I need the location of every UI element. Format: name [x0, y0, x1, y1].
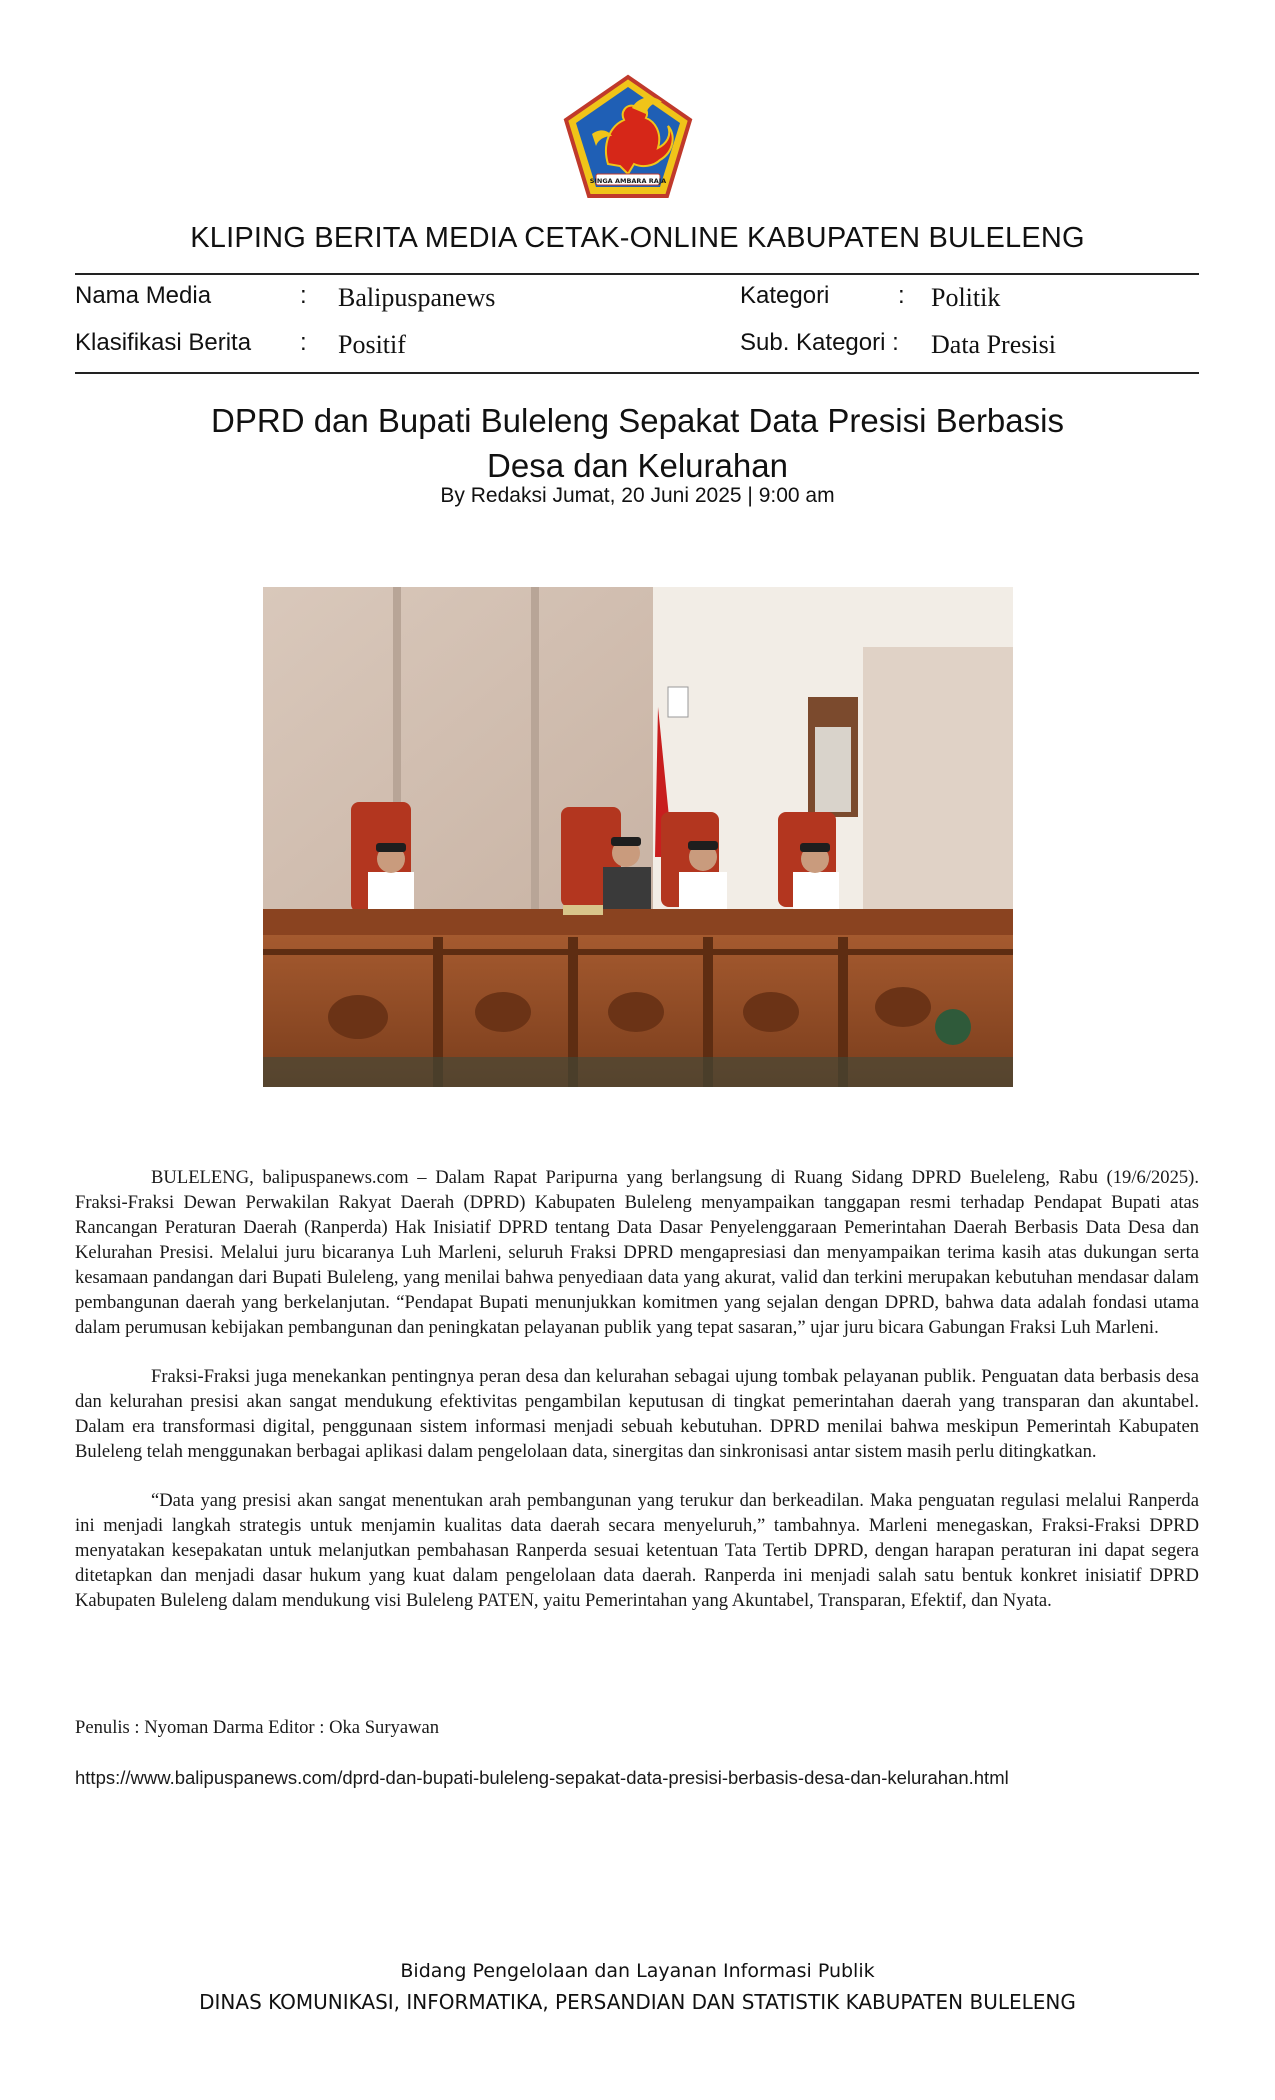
top-divider	[75, 273, 1199, 275]
kategori-colon: :	[898, 282, 905, 309]
crest-motto-text: SINGA AMBARA RAJA	[589, 177, 667, 185]
article-byline: By Redaksi Jumat, 20 Juni 2025 | 9:00 am	[440, 484, 835, 507]
klasifikasi-colon: :	[300, 329, 307, 356]
footer-agency: DINAS KOMUNIKASI, INFORMATIKA, PERSANDIAN DAN STATISTIK KABUPATEN BULELENG	[199, 1990, 1076, 2014]
regency-crest-logo	[562, 74, 694, 200]
klasifikasi-label: Klasifikasi Berita	[75, 329, 252, 356]
source-url-link[interactable]: https://www.balipuspanews.com/dprd-dan-bupati-buleleng-sepakat-data-presisi-berbasis-desa-dan-kelurahan.html	[75, 1767, 1009, 1788]
article-paragraph-2: Fraksi-Fraksi juga menekankan pentingnya peran desa dan kelurahan sebagai ujung tombak pelayanan publik. Penguatan data berbasis desa dan kelurahan presisi akan sangat mendukung efektivitas pengambilan keputusan di tingkat pemerintahan daerah yang transparan dan akuntabel. Dalam era transformasi digital, penggunaan sistem informasi menjadi sebuah kebutuhan. DPRD menilai bahwa meskipun Pemerintah Kabupaten Buleleng telah menggunakan berbagai aplikasi dalam pengelolaan data, sinergitas dan sinkronisasi antar sistem masih perlu ditingkatkan.	[75, 1366, 1199, 1462]
article-credits: Penulis : Nyoman Darma Editor : Oka Suryawan	[75, 1717, 440, 1738]
headline-line-2: Desa dan Kelurahan	[487, 447, 788, 484]
article-paragraph-3: “Data yang presisi akan sangat menentukan arah pembangunan yang terukur dan berkeadilan. Maka penguatan regulasi melalui Ranperda ini menjadi langkah strategis untuk menjamin kualitas data daerah secara menyeluruh,” tambahnya. Marleni menegaskan, Fraksi-Fraksi DPRD menyatakan kesepakatan untuk melanjutkan pembahasan Ranperda sesuai ketentuan Tata Tertib DPRD, dengan harapan peraturan ini dapat segera ditetapkan dan menjadi dasar hukum yang kuat dalam pengelolaan data daerah. Ranperda ini menjadi salah satu bentuk konkret inisiatif DPRD Kabupaten Buleleng dalam mendukung visi Buleleng PATEN, yaitu Pemerintahan yang Akuntabel, Transparan, Efektif, dan Nyata.	[75, 1490, 1199, 1611]
klasifikasi-value: Positif	[338, 330, 406, 359]
media-label: Nama Media	[75, 282, 212, 309]
headline-line-1: DPRD dan Bupati Buleleng Sepakat Data Presisi Berbasis	[211, 402, 1064, 439]
singa-ambara-raja-crest-icon	[562, 74, 694, 200]
article-body	[75, 1165, 1199, 1637]
meta-divider	[75, 372, 1199, 374]
subkategori-value: Data Presisi	[931, 330, 1056, 359]
article-headline	[150, 398, 1125, 488]
footer-department: Bidang Pengelolaan dan Layanan Informasi Publik	[400, 1960, 875, 1982]
subkategori-label: Sub. Kategori :	[740, 329, 899, 356]
kategori-value: Politik	[931, 283, 1001, 312]
plenary-session-photo	[263, 587, 1013, 1087]
kategori-label: Kategori	[740, 282, 830, 309]
article-paragraph-1: BULELENG, balipuspanews.com – Dalam Rapat Paripurna yang berlangsung di Ruang Sidang DPRD Bueleleng, Rabu (19/6/2025). Fraksi-Fraksi Dewan Perwakilan Rakyat Daerah (DPRD) Kabupaten Buleleng menyampaikan tanggapan resmi terhadap Pendapat Bupati atas Rancangan Peraturan Daerah (Ranperda) Hak Inisiatif DPRD tentang Data Dasar Penyelenggaraan Pemerintahan Daerah Berbasis Data Desa dan Kelurahan Presisi. Melalui juru bicaranya Luh Marleni, seluruh Fraksi DPRD mengapresiasi dan menyampaikan terima kasih atas dukungan serta kesamaan pandangan dari Bupati Buleleng, yang menilai bahwa penyediaan data yang akurat, valid dan terkini merupakan kebutuhan mendasar dalam pembangunan daerah yang berkelanjutan. “Pendapat Bupati menunjukkan komitmen yang sejalan dengan DPRD, bahwa data adalah fondasi utama dalam perumusan kebijakan pembangunan dan peningkatan pelayanan publik yang tepat sasaran,” ujar juru bicara Gabungan Fraksi Luh Marleni.	[75, 1167, 1199, 1338]
media-value: Balipuspanews	[338, 283, 496, 312]
media-colon: :	[300, 282, 307, 309]
kliping-title: KLIPING BERITA MEDIA CETAK-ONLINE KABUPATEN BULELENG	[190, 222, 1085, 254]
